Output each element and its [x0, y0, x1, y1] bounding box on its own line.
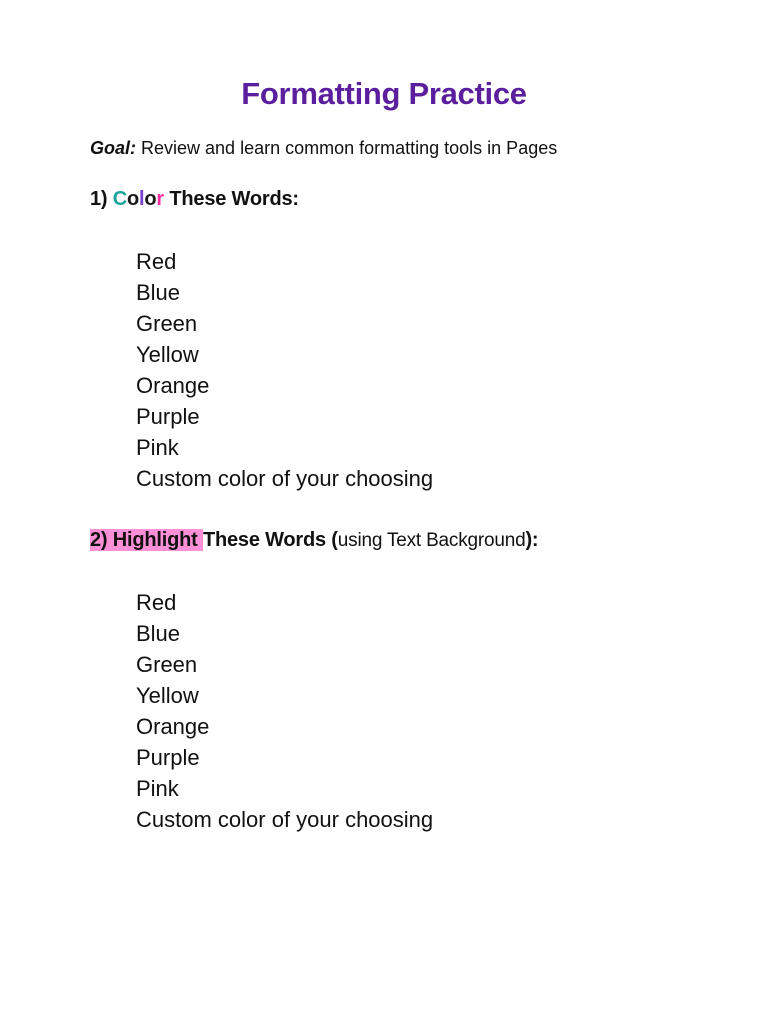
list-item[interactable]: Red: [136, 590, 177, 615]
section-2-heading-mid: These Words (: [202, 529, 338, 551]
page-title: Formatting Practice: [241, 76, 527, 111]
highlight-word-list: [136, 587, 433, 835]
goal-line: [90, 138, 557, 159]
color-word-list: [136, 246, 433, 494]
section-1-heading: [90, 188, 299, 211]
section-2-heading-normal: using Text Background: [337, 530, 526, 551]
section-1-heading-rest: These Words:: [164, 188, 299, 210]
list-item[interactable]: Blue: [136, 280, 181, 305]
list-item[interactable]: Pink: [136, 435, 179, 460]
list-item[interactable]: Yellow: [136, 683, 199, 708]
goal-text: Review and learn common formatting tools in Pages: [136, 138, 558, 158]
color-letter-l: l: [139, 188, 145, 210]
color-letter-o2: o: [144, 188, 157, 210]
goal-label: Goal:: [90, 138, 137, 158]
section-1-number: 1): [90, 188, 113, 210]
list-item[interactable]: Custom color of your choosing: [136, 466, 434, 491]
list-item[interactable]: Purple: [136, 404, 200, 429]
list-item[interactable]: Blue: [136, 621, 181, 646]
color-letter-o1: o: [127, 188, 140, 210]
list-item[interactable]: Green: [136, 311, 198, 336]
color-letter-r: r: [156, 188, 165, 210]
list-item[interactable]: Orange: [136, 373, 210, 398]
list-item[interactable]: Custom color of your choosing: [136, 807, 434, 832]
color-letter-c: C: [112, 188, 127, 210]
list-item[interactable]: Yellow: [136, 342, 199, 367]
list-item[interactable]: Red: [136, 249, 177, 274]
list-item[interactable]: Pink: [136, 776, 179, 801]
highlighted-text: 2) Highlight: [90, 529, 203, 551]
section-2-heading: [90, 529, 538, 552]
list-item[interactable]: Purple: [136, 745, 200, 770]
section-2-heading-end: ):: [525, 529, 539, 551]
list-item[interactable]: Orange: [136, 714, 210, 739]
list-item[interactable]: Green: [136, 652, 198, 677]
